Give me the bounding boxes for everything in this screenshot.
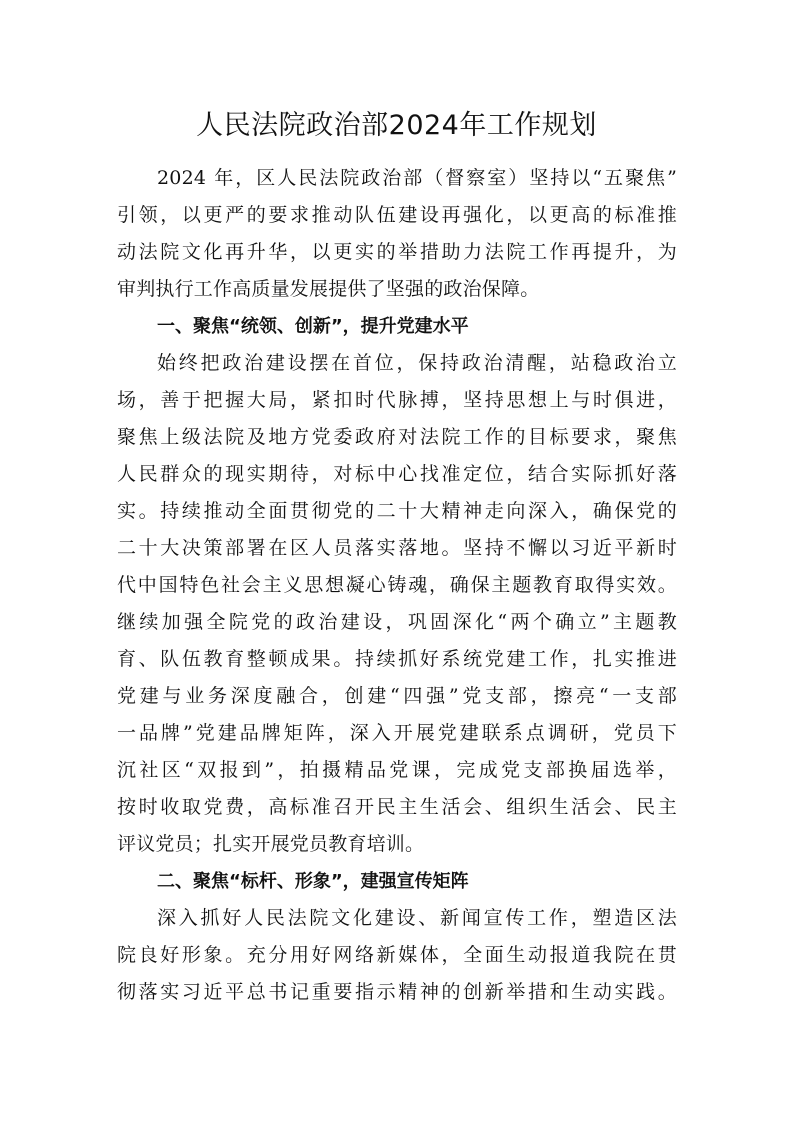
intro-line: 2024 年，区人民法院政治部（督察室）坚持以“五聚焦”: [157, 167, 677, 189]
section-1-line: 育、队伍教育整顿成果。持续抓好系统党建工作，扎实推进: [117, 648, 677, 670]
intro-line: 引领，以更严的要求推动队伍建设再强化，以更高的标准推: [117, 204, 677, 226]
section-2-line: 彻落实习近平总书记重要指示精神的创新举措和生动实践。: [117, 981, 677, 1003]
section-2-heading: 二、聚焦“标杆、形象”，建强宣传矩阵: [157, 871, 469, 892]
section-1-heading: 一、聚焦“统领、创新”，提升党建水平: [157, 316, 469, 337]
section-1-line: 代中国特色社会主义思想凝心铸魂，确保主题教育取得实效。: [117, 574, 677, 596]
section-1-line: 实。持续推动全面贯彻党的二十大精神走向深入，确保党的: [117, 500, 677, 522]
intro-line: 动法院文化再升华，以更实的举措助力法院工作再提升，为: [117, 241, 677, 263]
section-1-line: 沉社区“双报到”，拍摄精品党课，完成党支部换届选举，: [117, 759, 677, 781]
section-1-line: 聚焦上级法院及地方党委政府对法院工作的目标要求，聚焦: [117, 426, 677, 448]
section-1-line: 按时收取党费，高标准召开民主生活会、组织生活会、民主: [117, 796, 677, 818]
section-1-line: 党建与业务深度融合，创建“四强”党支部，擦亮“一支部: [117, 685, 677, 707]
section-2-line: 院良好形象。充分用好网络新媒体，全面生动报道我院在贯: [117, 944, 677, 966]
section-1-line: 二十大决策部署在区人员落实落地。坚持不懈以习近平新时: [117, 537, 677, 559]
intro-line: 审判执行工作高质量发展提供了坚强的政治保障。: [117, 278, 540, 300]
section-2-line: 深入抓好人民法院文化建设、新闻宣传工作，塑造区法: [157, 907, 677, 929]
section-1-line: 评议党员；扎实开展党员教育培训。: [117, 833, 425, 855]
section-1-line: 继续加强全院党的政治建设，巩固深化“两个确立”主题教: [117, 611, 677, 633]
section-1-line: 一品牌”党建品牌矩阵，深入开展党建联系点调研，党员下: [117, 722, 677, 744]
section-1-line: 人民群众的现实期待，对标中心找准定位，结合实际抓好落: [117, 463, 677, 485]
document-title: 人民法院政治部2024年工作规划: [196, 110, 597, 141]
section-1-line: 场，善于把握大局，紧扣时代脉搏，坚持思想上与时俱进，: [117, 389, 677, 411]
section-1-line: 始终把政治建设摆在首位，保持政治清醒，站稳政治立: [157, 352, 677, 374]
